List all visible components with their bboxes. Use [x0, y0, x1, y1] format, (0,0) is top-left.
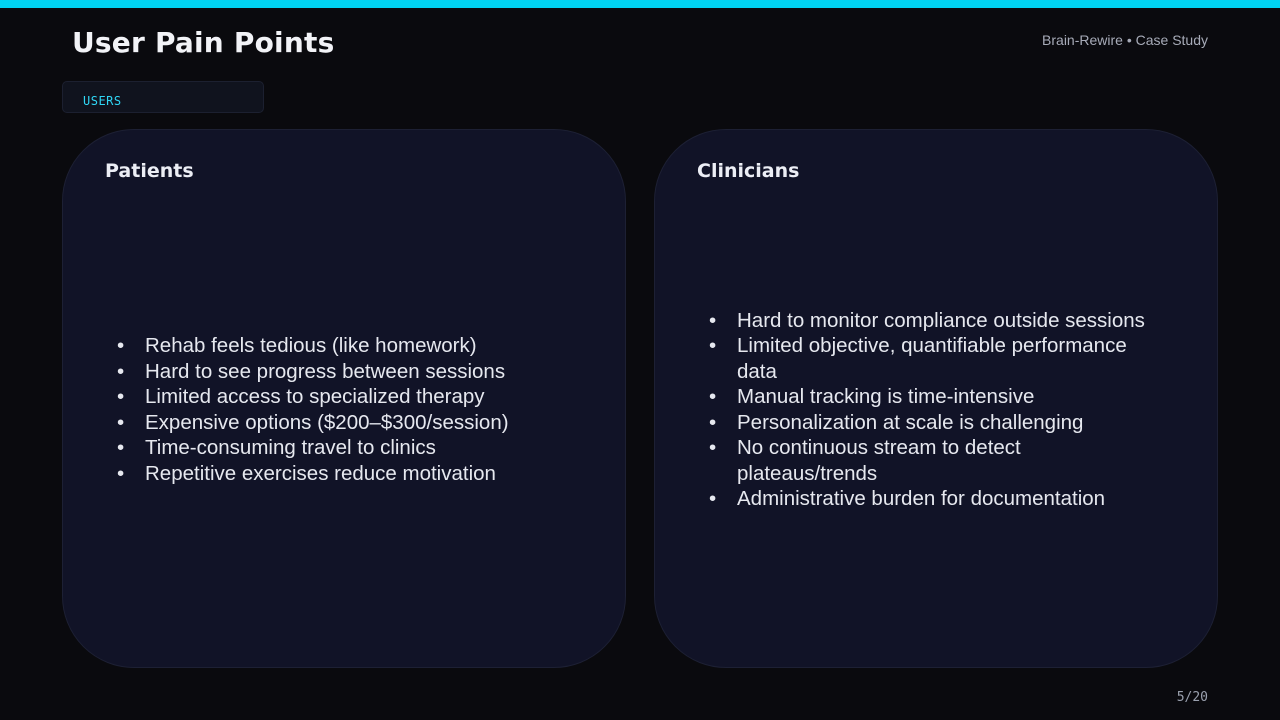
- list-item: • Repetitive exercises reduce motivation: [115, 461, 567, 487]
- list-item: • Hard to see progress between sessions: [115, 359, 567, 385]
- list-item: • Limited access to specialized therapy: [115, 384, 567, 410]
- patients-card: [62, 129, 626, 668]
- section-tag-label: USERS: [83, 94, 122, 108]
- deck-label: Brain-Rewire • Case Study: [1042, 32, 1208, 48]
- list-item: • Limited objective, quantifiable performance data: [707, 333, 1159, 384]
- patients-heading: Patients: [105, 160, 194, 182]
- accent-bar: [0, 0, 1280, 8]
- page-indicator: 5/20: [1176, 690, 1208, 705]
- patients-list: [115, 333, 567, 486]
- clinicians-body: [707, 192, 1159, 627]
- list-item: • Expensive options ($200–$300/session): [115, 410, 567, 436]
- list-item: • No continuous stream to detect plateaus/trends: [707, 435, 1159, 486]
- clinicians-heading: Clinicians: [697, 160, 800, 182]
- clinicians-card: [654, 129, 1218, 668]
- list-item: • Rehab feels tedious (like homework): [115, 333, 567, 359]
- list-item: • Hard to monitor compliance outside sessions: [707, 308, 1159, 334]
- patients-body: [115, 192, 567, 627]
- list-item: • Personalization at scale is challenging: [707, 410, 1159, 436]
- list-item: • Manual tracking is time-intensive: [707, 384, 1159, 410]
- list-item: • Time-consuming travel to clinics: [115, 435, 567, 461]
- list-item: • Administrative burden for documentation: [707, 486, 1159, 512]
- clinicians-list: [707, 308, 1159, 512]
- page-title: User Pain Points: [72, 26, 335, 59]
- section-tag: [62, 81, 264, 113]
